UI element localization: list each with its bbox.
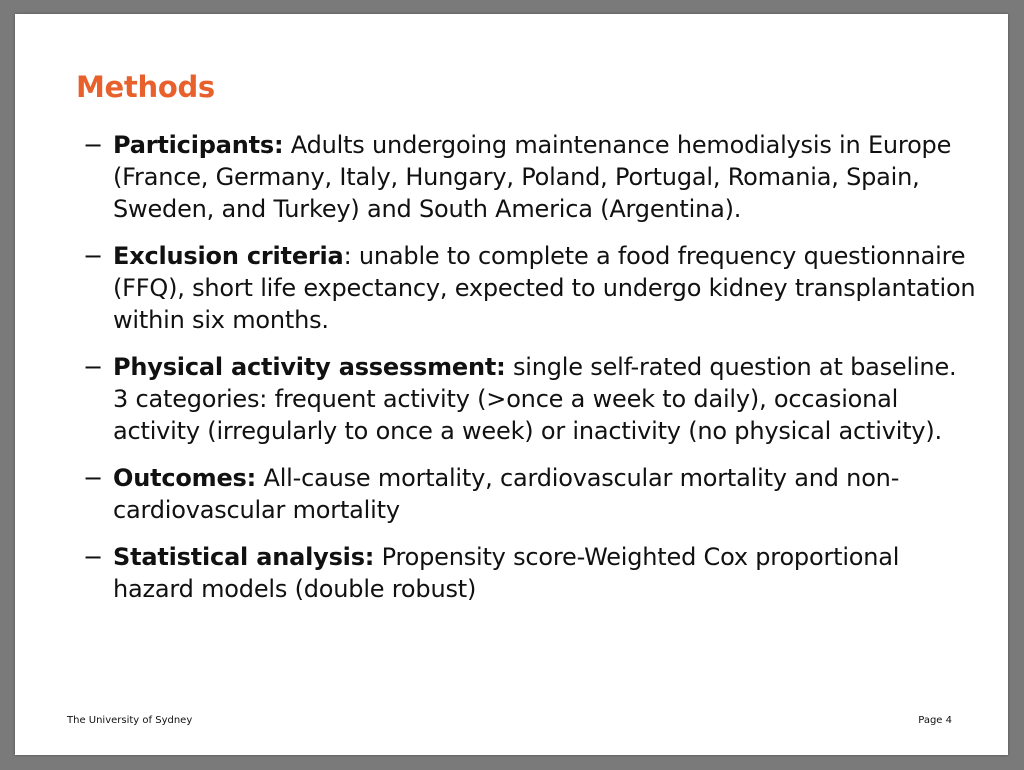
bullet-exclusion-criteria bbox=[77, 240, 977, 336]
bullet-text: All-cause mortality, cardiovascular mortality and non-cardiovascular mortality bbox=[113, 464, 900, 524]
bullet-dash: − bbox=[83, 464, 103, 492]
bullet-dash: − bbox=[83, 543, 103, 571]
bullet-outcomes bbox=[77, 462, 977, 526]
bullet-term: Outcomes: bbox=[113, 464, 257, 492]
slide bbox=[15, 14, 1008, 755]
bullet-dash: − bbox=[83, 242, 103, 270]
bullet-text: Adults undergoing maintenance hemodialysis in Europe (France, Germany, Italy, Hungary, Poland, Portugal, Romania, Spain, Sweden, and Turkey) and South America (Argentina). bbox=[113, 131, 952, 223]
bullet-text: : unable to complete a food frequency questionnaire (FFQ), short life expectancy, expected to undergo kidney transplantation within six months. bbox=[113, 242, 976, 334]
bullet-term: Exclusion criteria bbox=[113, 242, 344, 270]
bullet-term: Statistical analysis: bbox=[113, 543, 375, 571]
bullet-term: Physical activity assessment: bbox=[113, 353, 506, 381]
slide-title: Methods bbox=[76, 70, 215, 104]
bullet-physical-activity bbox=[77, 351, 977, 447]
bullet-statistical-analysis bbox=[77, 541, 977, 605]
bullet-participants bbox=[77, 129, 977, 225]
bullet-text: Propensity score-Weighted Cox proportional hazard models (double robust) bbox=[113, 543, 900, 603]
bullet-dash: − bbox=[83, 353, 103, 381]
footer-page-number: Page 4 bbox=[918, 715, 952, 726]
bullet-dash: − bbox=[83, 131, 103, 159]
bullet-text: single self-rated question at baseline. 3 categories: frequent activity (>once a week to daily), occasional activity (irregularly to once a week) or inactivity (no physical activity). bbox=[113, 353, 957, 445]
bullet-list bbox=[77, 129, 977, 620]
footer-institution: The University of Sydney bbox=[67, 715, 193, 726]
bullet-term: Participants: bbox=[113, 131, 284, 159]
